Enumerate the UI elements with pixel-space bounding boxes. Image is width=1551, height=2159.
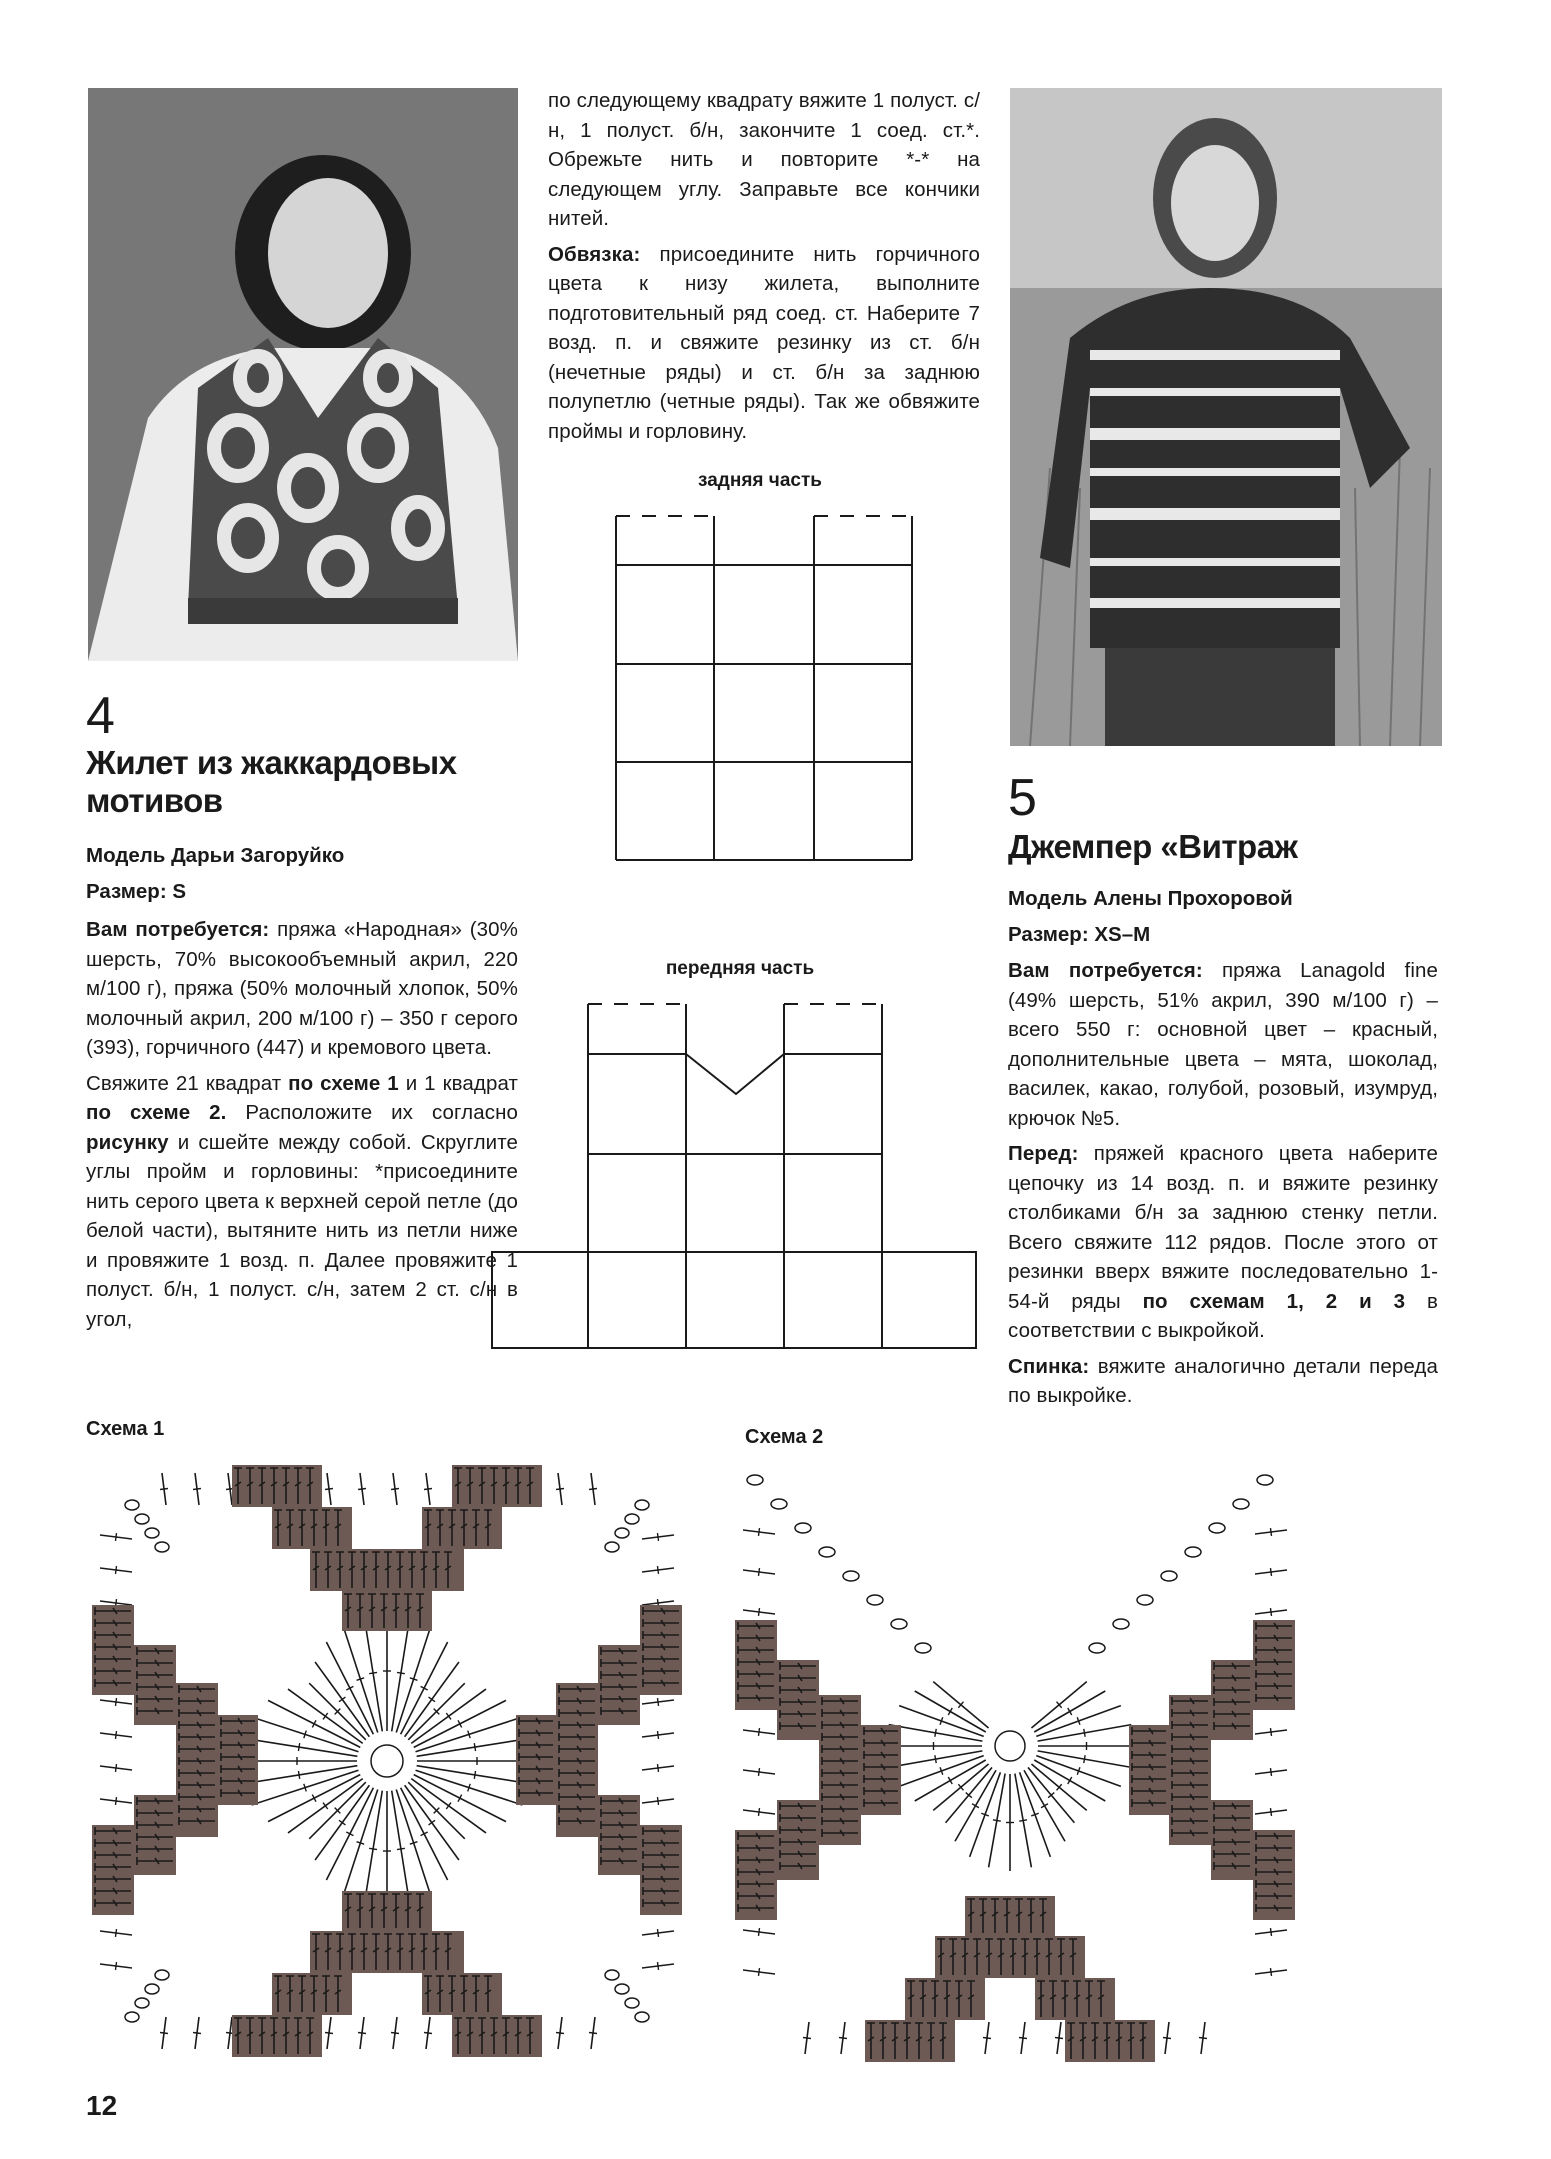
stitch-bar	[1271, 1568, 1272, 1576]
stitch-bar	[116, 1533, 117, 1541]
stitch-bar	[589, 1489, 597, 1490]
back-label: Спинка:	[1008, 1354, 1090, 1378]
text-run: Свяжите 21 квадрат	[86, 1071, 289, 1095]
stitch-bar	[658, 1533, 659, 1541]
stitch-bar	[589, 2033, 597, 2034]
stitch-bar	[839, 2038, 847, 2039]
stitch-bar	[1271, 1728, 1272, 1736]
color-block	[640, 1605, 682, 1695]
stitch-bar	[1055, 2038, 1063, 2039]
stitch-bar	[339, 1820, 345, 1825]
stitch-bar	[424, 2033, 432, 2034]
binding-text: присоедините нить горчичного цвета к низу жилета, выполните подготовительный ряд соед. ст. Наберите 7 возд. п. и свяжите резинку из ст. б/н (нечетные ряды) и ст. б/н за заднюю полупетлю (четные ряды). Так же обвяжите проймы и горловину.	[548, 242, 981, 443]
size-value: S	[172, 880, 187, 903]
stitch-bar	[325, 2033, 333, 2034]
stitch-bar	[116, 1698, 117, 1706]
color-block	[1065, 2020, 1155, 2062]
stitch-bar	[358, 2033, 366, 2034]
color-block	[865, 2020, 955, 2062]
stitch-bar	[1271, 1928, 1272, 1936]
binding-label: Обвязка:	[548, 242, 641, 266]
chain-stitch	[135, 1998, 149, 2008]
chain-stitch	[625, 1514, 639, 1524]
back-text: вяжите аналогично детали переда по выкройке.	[1008, 1354, 1438, 1407]
text-run: и 1 квадрат	[398, 1071, 519, 1095]
front-part-diagram	[488, 998, 978, 1358]
stitch-bar	[803, 2038, 811, 2039]
stitch-bar	[116, 1962, 117, 1970]
model5-number: 5	[1008, 769, 1037, 827]
text-run: Расположите их согласно	[226, 1101, 518, 1124]
materials-paragraph	[86, 915, 518, 1063]
stitch-bar	[369, 1672, 377, 1673]
color-block	[310, 1549, 464, 1591]
stitch-bar	[424, 1489, 432, 1490]
binding-paragraph	[548, 240, 980, 447]
stitch-bar	[1271, 1768, 1272, 1776]
stitch-bar	[339, 1697, 345, 1702]
stitch-bar	[298, 1743, 299, 1751]
chain-stitch	[125, 2012, 139, 2022]
stitch-bar	[658, 1797, 659, 1805]
chain-stitch	[1209, 1523, 1225, 1533]
stitch-bar	[391, 2033, 399, 2034]
chain-stitch	[125, 1500, 139, 1510]
color-block	[556, 1683, 598, 1837]
color-block	[861, 1725, 901, 1815]
stitch-bar	[1199, 2038, 1207, 2039]
stitch-bar	[759, 1528, 760, 1536]
color-block	[232, 2015, 322, 2057]
color-block	[176, 1683, 218, 1837]
chain-stitch	[605, 1542, 619, 1552]
stitch-bar	[759, 1968, 760, 1976]
stitch-bar	[759, 1768, 760, 1776]
stitch-bar	[397, 1848, 405, 1849]
model5-text	[1008, 956, 1438, 1417]
stitch-bar	[1019, 1820, 1027, 1821]
scheme1-chart	[92, 1465, 682, 2057]
color-block	[735, 1620, 777, 1710]
stitch-bar	[193, 1489, 201, 1490]
stitch-bar	[658, 1698, 659, 1706]
chain-stitch	[747, 1475, 763, 1485]
text-run-bold: по схеме 2.	[86, 1101, 227, 1124]
stitch-bar	[658, 1929, 659, 1937]
chain-stitch	[891, 1619, 907, 1629]
chain-stitch	[915, 1643, 931, 1653]
size-value: XS–M	[1094, 923, 1151, 946]
color-block	[1253, 1830, 1295, 1920]
stitch-bar	[556, 1489, 564, 1490]
stitch-bar	[1163, 2038, 1171, 2039]
text-run-bold: по схеме 1	[288, 1071, 399, 1095]
materials-label: Вам потребуется:	[86, 918, 270, 941]
color-block	[965, 1896, 1055, 1936]
chain-stitch	[635, 1500, 649, 1510]
col2-para1: по следующему квадрату вяжите 1 полуст. с/н, 1 полуст. б/н, закончите 1 соед. ст.*. Обрежьте нить и повторите *-* на следующем углу. Заправьте все кончики нитей.	[548, 89, 980, 230]
model5-author: Модель Алены Прохоровой	[1008, 887, 1293, 910]
stitch-bar	[759, 1568, 760, 1576]
scheme2-svg	[735, 1470, 1295, 2062]
color-block	[735, 1830, 777, 1920]
chain-stitch	[371, 1745, 403, 1777]
model4-author: Модель Дарьи Загоруйко	[86, 844, 345, 867]
stitch-bar	[193, 2033, 201, 2034]
stitch-bar	[391, 1489, 399, 1490]
materials-label: Вам потребуется:	[1008, 959, 1203, 982]
color-block	[218, 1715, 258, 1805]
stitch-bar	[446, 1803, 451, 1809]
chain-stitch	[995, 1731, 1025, 1761]
color-block	[640, 1825, 682, 1915]
front-paragraph	[1008, 1139, 1438, 1346]
color-block	[92, 1605, 134, 1695]
color-block	[1129, 1725, 1169, 1815]
chain-stitch	[145, 1528, 159, 1538]
stitch-bar	[658, 1764, 659, 1772]
stitch-bar	[658, 1962, 659, 1970]
stitch-bar	[474, 1743, 475, 1751]
back-part-label: задняя часть	[698, 470, 822, 491]
chain-stitch	[1257, 1475, 1273, 1485]
stitch-bar	[759, 1728, 760, 1736]
stitch-bar	[1084, 1755, 1085, 1763]
stitch-bar	[397, 1672, 405, 1673]
page-number: 12	[86, 2090, 118, 2121]
color-block	[232, 1465, 322, 1507]
color-block	[1253, 1620, 1295, 1710]
stitch-bar	[116, 1764, 117, 1772]
chain-stitch	[625, 1998, 639, 2008]
stitch-bar	[116, 1797, 117, 1805]
chain-stitch	[795, 1523, 811, 1533]
stitch-bar	[1271, 1528, 1272, 1536]
size-label: Размер:	[86, 880, 167, 903]
materials-paragraph	[1008, 956, 1438, 1133]
materials-text: пряжа «Народная» (30% шерсть, 70% высокообъемный акрил, 220 м/100 г), пряжа (50% молочный хлопок, 50% молочный акрил, 200 м/100 г) – 350 г серого (393), горчичного (447) и кремового цвета.	[86, 918, 518, 1059]
stitch-bar	[429, 1697, 435, 1702]
chain-stitch	[819, 1547, 835, 1557]
chain-stitch	[605, 1970, 619, 1980]
stitch-bar	[116, 1731, 117, 1739]
scheme1-title: Схема 1	[86, 1418, 165, 1440]
stitch-bar	[325, 1489, 333, 1490]
stitch-bar	[160, 1489, 168, 1490]
size-label: Размер:	[1008, 923, 1089, 946]
stitch-bar	[935, 1729, 936, 1737]
stitch-bar	[658, 1731, 659, 1739]
text-run: в соответствии с выкройкой.	[1008, 1289, 1438, 1342]
materials-text: пряжа Lanagold fine (49% шерсть, 51% акрил, 390 м/100 г) – всего 550 г: основной цвет – красный, дополнительные цвета – мята, шоколад, василек, какао, голубой, розовый, изумруд, крючок №5.	[1008, 959, 1438, 1130]
color-block	[452, 1465, 542, 1507]
text-run-bold: по схемам 1, 2 и 3	[1142, 1289, 1406, 1313]
chain-stitch	[145, 1984, 159, 1994]
text-run-bold: рисунку	[86, 1130, 169, 1154]
model4-number: 4	[86, 687, 115, 745]
stitch-bar	[358, 1489, 366, 1490]
chain-stitch	[155, 1970, 169, 1980]
model5-size	[1008, 920, 1150, 949]
color-block	[310, 1931, 464, 1973]
stitch-bar	[446, 1713, 451, 1719]
chain-stitch	[155, 1542, 169, 1552]
chain-stitch	[771, 1499, 787, 1509]
jumper-photo	[1010, 88, 1442, 746]
text-run: пряжей красного цвета наберите цепочку из 14 возд. п. и вяжите резинку столбиками б/н за заднюю стенку петли. Всего свяжите 112 рядов. После этого от резинки вверх вяжите последовательно 1-54-й ряды	[1008, 1142, 1438, 1313]
col2-text	[548, 86, 980, 452]
stitch-bar	[429, 1820, 435, 1825]
stitch-bar	[369, 1848, 377, 1849]
model4-size	[86, 877, 186, 906]
chain-stitch	[843, 1571, 859, 1581]
stitch-bar	[759, 1808, 760, 1816]
stitch-bar	[1271, 1808, 1272, 1816]
stitch-bar	[1019, 2038, 1027, 2039]
chain-stitch	[1161, 1571, 1177, 1581]
scheme1-svg	[92, 1465, 682, 2057]
chain-stitch	[1185, 1547, 1201, 1557]
stitch-bar	[298, 1771, 299, 1779]
stitch-bar	[556, 2033, 564, 2034]
color-block	[516, 1715, 556, 1805]
stitch-bar	[323, 1803, 328, 1809]
stitch-bar	[160, 2033, 168, 2034]
stitch-bar	[1271, 1968, 1272, 1976]
chain-stitch	[1137, 1595, 1153, 1605]
stitch-bar	[116, 1929, 117, 1937]
stitch-bar	[983, 2038, 991, 2039]
back-paragraph	[1008, 1352, 1438, 1411]
scheme2-chart	[735, 1470, 1295, 2062]
chain-stitch	[615, 1528, 629, 1538]
stitch-bar	[993, 1820, 1001, 1821]
chain-stitch	[1089, 1643, 1105, 1653]
stitch-bar	[323, 1713, 328, 1719]
front-label: Перед:	[1008, 1142, 1079, 1165]
color-block	[92, 1825, 134, 1915]
stitch-bar	[658, 1566, 659, 1574]
stitch-bar	[474, 1771, 475, 1779]
chain-stitch	[867, 1595, 883, 1605]
color-block	[452, 2015, 542, 2057]
front-part-label: передняя часть	[665, 958, 815, 979]
chain-stitch	[615, 1984, 629, 1994]
model4-title: Жилет из жаккардовых мотивов	[86, 744, 457, 819]
stitch-bar	[759, 1928, 760, 1936]
stitch-bar	[116, 1566, 117, 1574]
model5-title: Джемпер «Витраж	[1008, 828, 1298, 865]
text-run: и сшейте между собой. Скруглите углы пройм и горловины: *присоедините нить серого цвета к верхней серой петле (до белой части), вытяните нить из петли ниже и провяжите 1 возд. п. Далее провяжите 1 полуст. б/н, 1 полуст. с/н, затем 2 ст. с/н в угол,	[86, 1130, 518, 1331]
instructions-paragraph	[86, 1069, 518, 1335]
stitch-bar	[935, 1755, 936, 1763]
back-part-diagram	[610, 510, 920, 870]
chain-stitch	[1113, 1619, 1129, 1629]
scheme2-title: Схема 2	[745, 1426, 824, 1448]
stitch-bar	[1084, 1729, 1085, 1737]
stitch-bar	[1271, 1608, 1272, 1616]
color-block	[342, 1891, 432, 1931]
vest-photo	[88, 88, 518, 661]
model4-text	[86, 915, 518, 1340]
chain-stitch	[135, 1514, 149, 1524]
chain-stitch	[635, 2012, 649, 2022]
stitch-bar	[759, 1608, 760, 1616]
color-block	[342, 1591, 432, 1631]
chain-stitch	[1233, 1499, 1249, 1509]
